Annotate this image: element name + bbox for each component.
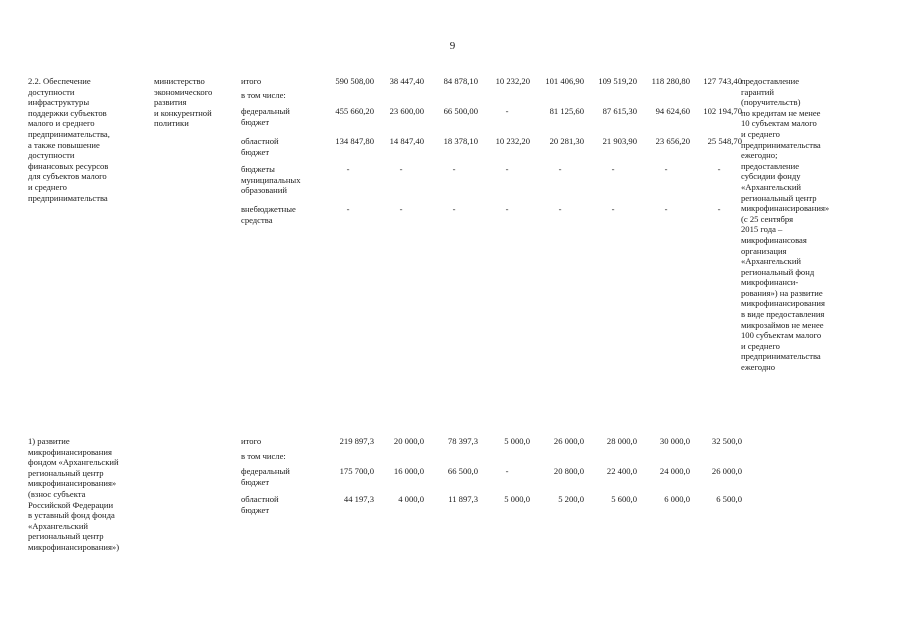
value-2016: 5 000,0 <box>504 436 530 446</box>
value-2020: 102 194,70 <box>703 106 742 116</box>
value-2017: 26 000,0 <box>553 436 584 446</box>
value-2016: - <box>505 106 509 116</box>
value-total: 219 897,3 <box>339 436 374 446</box>
funding-source: в том числе: <box>241 90 286 100</box>
value-2020: - <box>717 204 721 214</box>
value-total: 590 508,00 <box>335 76 374 86</box>
value-total: - <box>346 164 350 174</box>
value-2014: - <box>399 204 403 214</box>
value-2019: - <box>664 204 668 214</box>
value-total: 175 700,0 <box>339 466 374 476</box>
funding-source: внебюджетные средства <box>241 204 296 225</box>
value-total: 44 197,3 <box>343 494 374 504</box>
value-2017: 81 125,60 <box>549 106 584 116</box>
value-2016: - <box>505 466 509 476</box>
value-total: - <box>346 204 350 214</box>
value-2017: 5 200,0 <box>558 494 584 504</box>
page-number: 9 <box>449 40 456 52</box>
value-2014: 23 600,00 <box>389 106 424 116</box>
value-2014: 38 447,40 <box>389 76 424 86</box>
value-2018: 87 615,30 <box>602 106 637 116</box>
value-2017: 20 281,30 <box>549 136 584 146</box>
activity-description: 2.2. Обеспечение доступности инфраструктуры поддержки субъектов малого и среднего предпринимательства, а также повышение доступности финансовых ресурсов для субъектов малого и среднего предпринимательства <box>28 76 110 203</box>
value-2014: 20 000,0 <box>393 436 424 446</box>
expected-result: предоставление гарантий (поручительств) по кредитам не менее 10 субъектам малого и среднего предпринимательства ежегодно; предоставление субсидии фонду «Архангельский региональный центр микрофинансирования» (с 25 сентября 2015 года – микрофинансовая организация «Архангельский региональный фонд микрофинанси- рования») на развитие микрофинансирования в виде предоставления микрозаймов не менее 100 субъектам малого и среднего предпринимательства ежегодно <box>741 76 830 373</box>
value-2015: 66 500,0 <box>447 466 478 476</box>
value-2016: 10 232,20 <box>495 76 530 86</box>
funding-source: областной бюджет <box>241 136 279 157</box>
value-2018: 22 400,0 <box>606 466 637 476</box>
value-2020: - <box>717 164 721 174</box>
value-total: 455 660,20 <box>335 106 374 116</box>
value-2017: 20 800,0 <box>553 466 584 476</box>
value-2020: 26 000,0 <box>711 466 742 476</box>
value-2018: 28 000,0 <box>606 436 637 446</box>
value-2017: 101 406,90 <box>545 76 584 86</box>
value-2019: 118 280,80 <box>651 76 690 86</box>
value-2019: 6 000,0 <box>664 494 690 504</box>
value-2016: - <box>505 164 509 174</box>
value-2016: 10 232,20 <box>495 136 530 146</box>
value-2019: 30 000,0 <box>659 436 690 446</box>
value-2020: 127 743,40 <box>703 76 742 86</box>
funding-source: в том числе: <box>241 451 286 461</box>
value-2016: 5 000,0 <box>504 494 530 504</box>
value-2014: - <box>399 164 403 174</box>
value-2018: 21 903,90 <box>602 136 637 146</box>
funding-source: федеральный бюджет <box>241 466 290 487</box>
responsible-executor: министерство экономического развития и конкурентной политики <box>154 76 213 129</box>
value-2018: 5 600,0 <box>611 494 637 504</box>
value-2015: 84 878,10 <box>443 76 478 86</box>
value-2020: 32 500,0 <box>711 436 742 446</box>
funding-source: итого <box>241 436 262 446</box>
funding-source: итого <box>241 76 262 86</box>
value-2020: 25 548,70 <box>707 136 742 146</box>
value-2015: 78 397,3 <box>447 436 478 446</box>
value-2019: 23 656,20 <box>655 136 690 146</box>
value-2019: - <box>664 164 668 174</box>
value-2014: 14 847,40 <box>389 136 424 146</box>
value-2014: 4 000,0 <box>398 494 424 504</box>
value-2015: 11 897,3 <box>448 494 478 504</box>
value-2017: - <box>558 164 562 174</box>
value-2018: 109 519,20 <box>598 76 637 86</box>
value-2015: 18 378,10 <box>443 136 478 146</box>
funding-source: областной бюджет <box>241 494 279 515</box>
value-2019: 24 000,0 <box>659 466 690 476</box>
activity-description: 1) развитие микрофинансирования фондом «Архангельский региональный центр микрофинансирования» (взнос субъекта Российской Федерации в уставный фонд фонда «Архангельский региональный центр микрофинансирования») <box>28 436 120 552</box>
value-2014: 16 000,0 <box>393 466 424 476</box>
funding-source: федеральный бюджет <box>241 106 290 127</box>
value-2015: 66 500,00 <box>443 106 478 116</box>
value-2019: 94 624,60 <box>655 106 690 116</box>
value-2016: - <box>505 204 509 214</box>
value-2020: 6 500,0 <box>716 494 742 504</box>
value-2018: - <box>611 204 615 214</box>
value-total: 134 847,80 <box>335 136 374 146</box>
value-2018: - <box>611 164 615 174</box>
value-2015: - <box>452 204 456 214</box>
value-2015: - <box>452 164 456 174</box>
value-2017: - <box>558 204 562 214</box>
funding-source: бюджеты муниципальных образований <box>241 164 301 196</box>
